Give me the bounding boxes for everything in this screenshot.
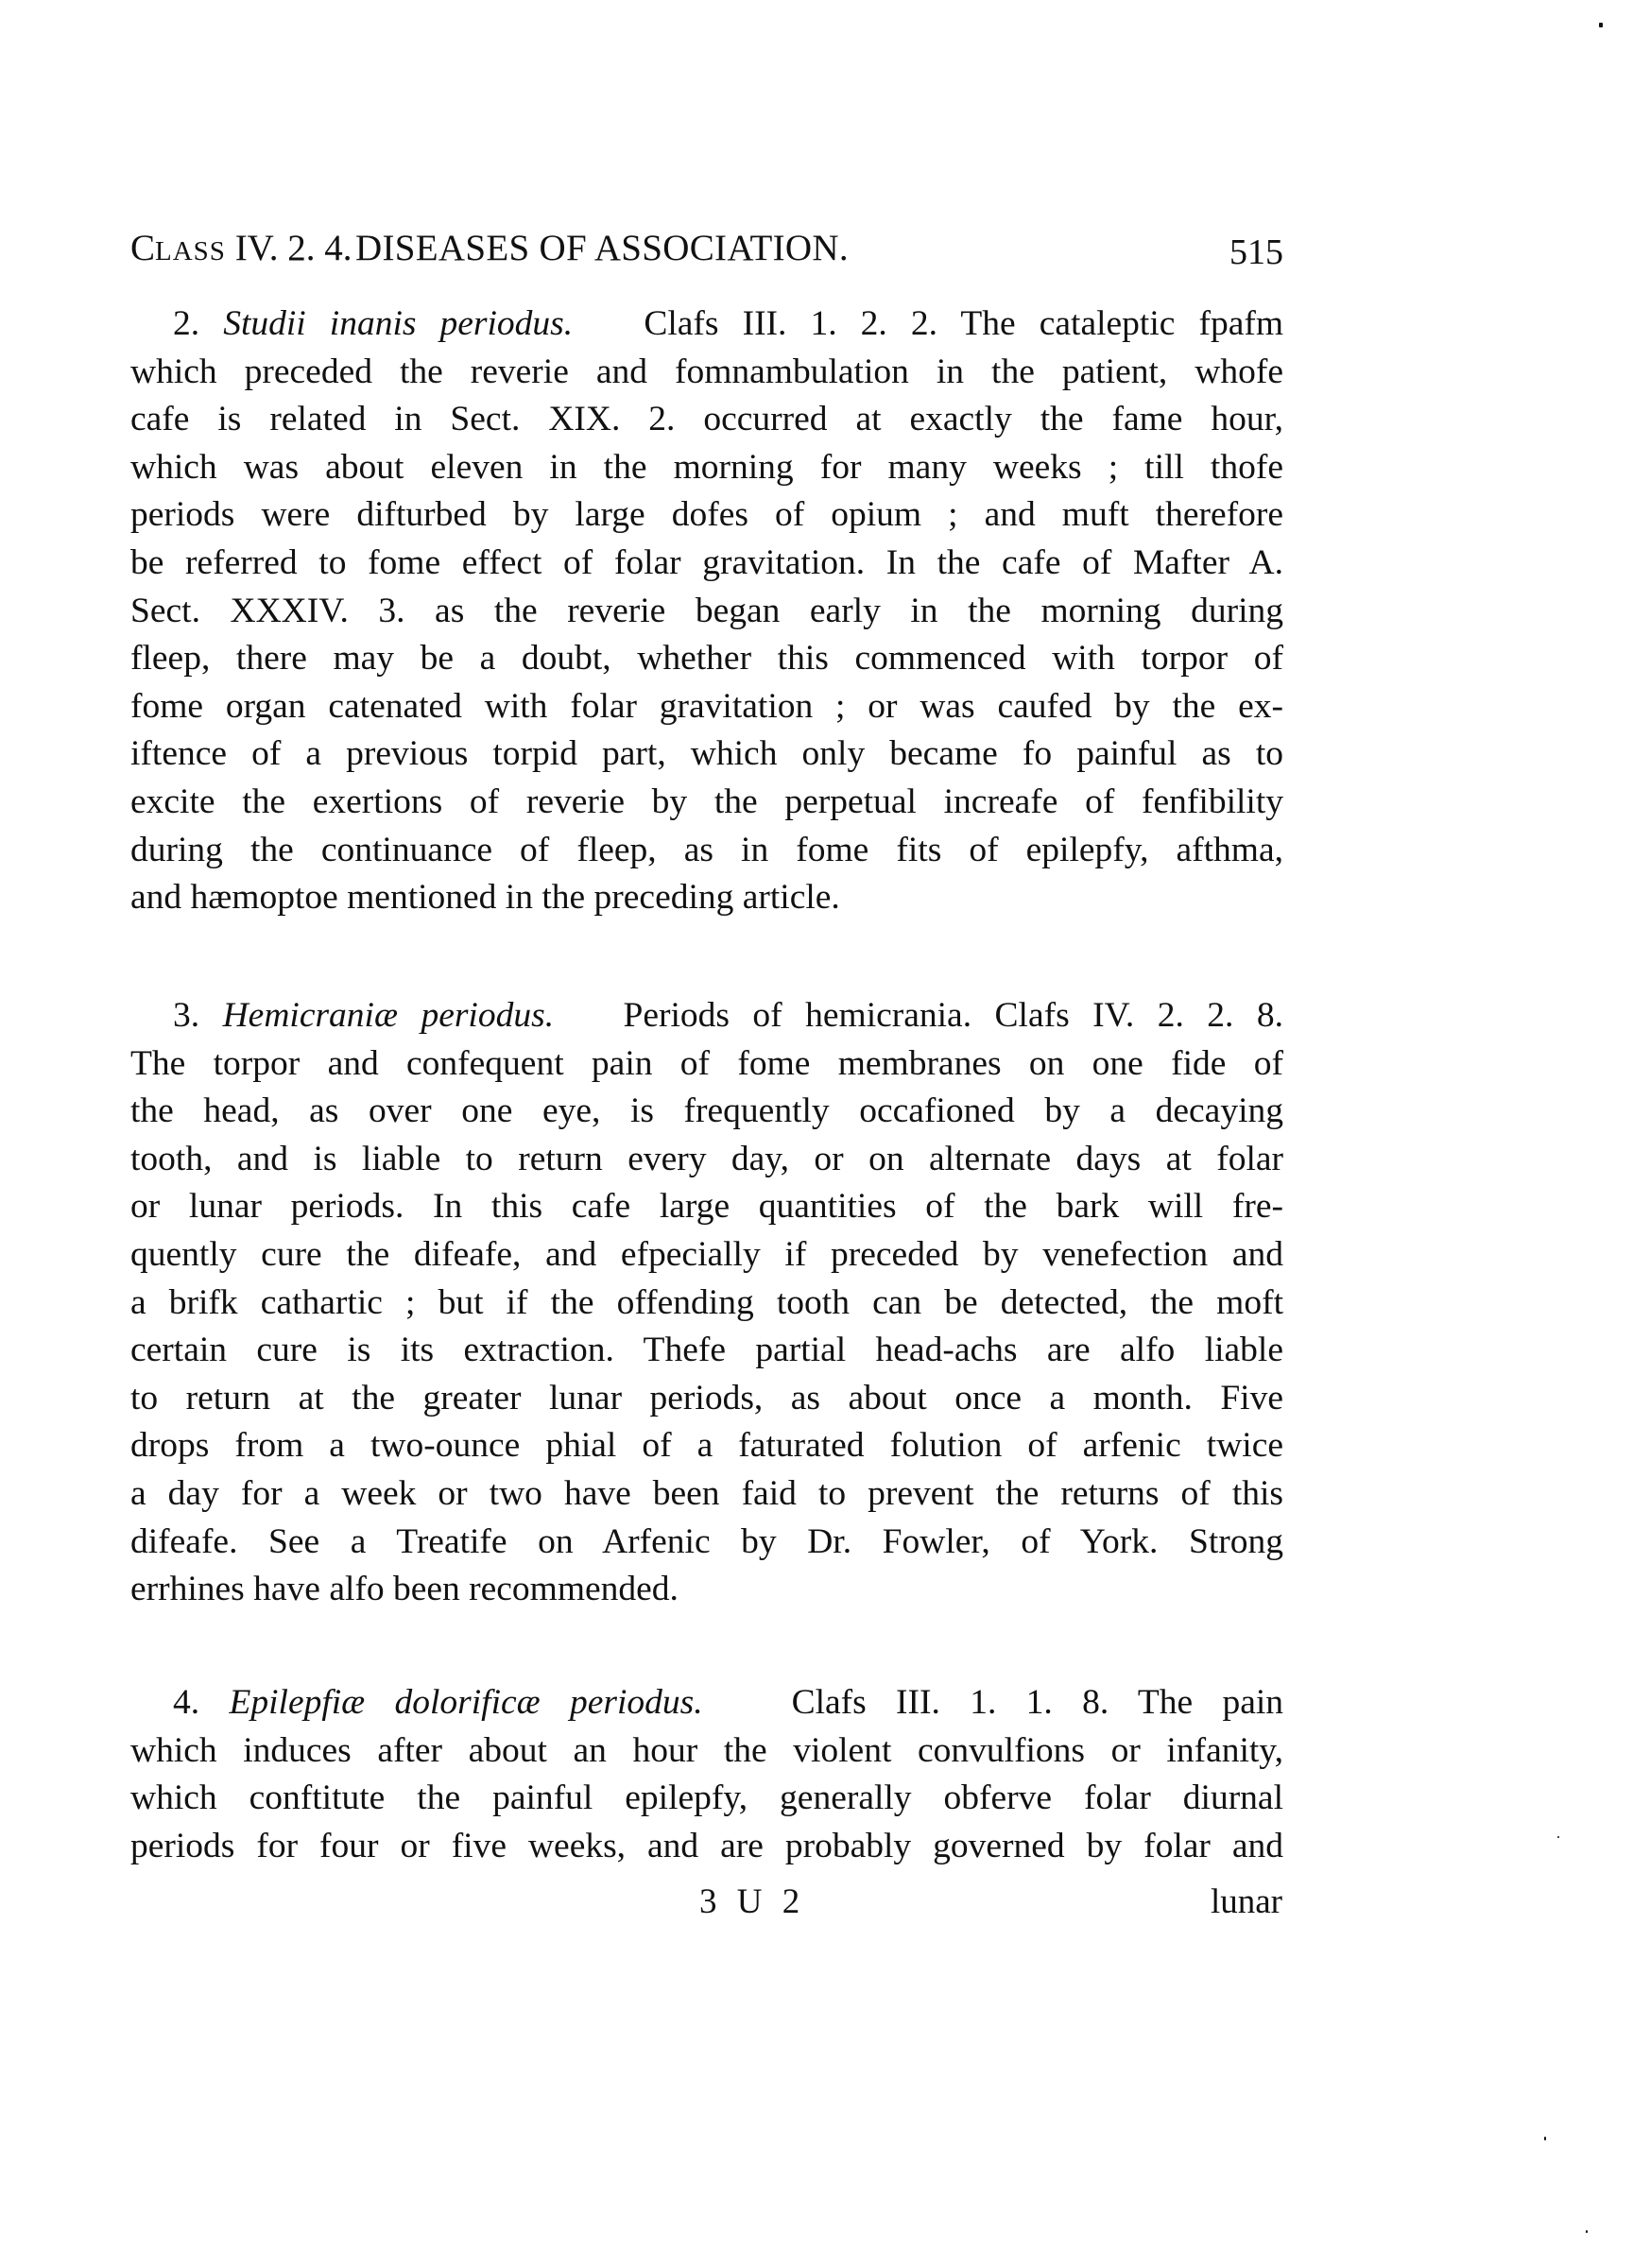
signature-mark: 3 U 2: [699, 1882, 806, 1921]
scan-speck: [1544, 2137, 1546, 2140]
scan-speck: [1599, 23, 1603, 27]
text-line: periods were difturbed by large dofes of opium ; and muft therefore: [130, 495, 1283, 535]
paragraph-number: 2.: [173, 304, 200, 343]
text-line: certain cure is its extraction. Thefe partial head-achs are alfo liable: [130, 1331, 1283, 1370]
scan-speck: [1586, 2230, 1588, 2233]
text-line: excite the exertions of reverie by the perpetual increafe of fenfibility: [130, 782, 1283, 821]
line-text: Clafs III. 1. 2. 2. The cataleptic fpafm: [644, 304, 1284, 343]
text-line: errhines have alfo been recommended.: [130, 1570, 679, 1609]
paragraph-first-line: [130, 1679, 1283, 1727]
paragraph-number: 4.: [173, 1683, 200, 1722]
scan-speck: [1557, 1836, 1559, 1838]
text-line: iftence of a previous torpid part, which only became fo painful as to: [130, 734, 1283, 774]
line-text: Clafs III. 1. 1. 8. The pain: [791, 1683, 1284, 1722]
class-number: IV. 2. 4.: [225, 228, 352, 268]
running-head-class-reference: [130, 225, 352, 275]
text-line: fleep, there may be a doubt, whether this commenced with torpor of: [130, 639, 1283, 679]
page-number: 515: [1229, 232, 1283, 272]
text-line: be referred to fome effect of folar gravitation. In the cafe of Mafter A.: [130, 542, 1283, 582]
text-line: to return at the greater lunar periods, as about once a month. Five: [130, 1378, 1283, 1418]
latin-title: Epilepfiæ dolorificæ periodus.: [229, 1683, 703, 1722]
text-line: the head, as over one eye, is frequently occafioned by a decaying: [130, 1091, 1283, 1131]
text-line: tooth, and is liable to return every day, or on alternate days at folar: [130, 1139, 1283, 1178]
text-line: fome organ catenated with folar gravitation ; or was caufed by the ex-: [130, 686, 1283, 726]
text-line: which induces after about an hour the violent convulfions or infanity,: [130, 1730, 1283, 1770]
line-text: Periods of hemicrania. Clafs IV. 2. 2. 8.: [623, 996, 1284, 1035]
paragraph-hemicraniae-periodus: [130, 992, 1283, 1614]
text-line: which was about eleven in the morning for many weeks ; till thofe: [130, 447, 1283, 487]
text-line: Sect. XXXIV. 3. as the reverie began early in the morning during: [130, 591, 1283, 630]
text-line: during the continuance of fleep, as in fome fits of epilepfy, afthma,: [130, 830, 1283, 869]
text-line: which preceded the reverie and fomnambulation in the patient, whofe: [130, 352, 1283, 391]
text-line: periods for four or five weeks, and are probably governed by folar and: [130, 1826, 1283, 1865]
text-line: cafe is related in Sect. XIX. 2. occurred at exactly the fame hour,: [130, 400, 1283, 439]
text-line: a brifk cathartic ; but if the offending tooth can be detected, the moft: [130, 1282, 1283, 1322]
text-line: and hæmoptoe mentioned in the preceding article.: [130, 878, 840, 918]
text-line: which conftitute the painful epilepfy, generally obferve folar diurnal: [130, 1778, 1283, 1818]
text-line: drops from a two-ounce phial of a faturated folution of arfenic twice: [130, 1426, 1283, 1466]
latin-title: Studii inanis periodus.: [223, 304, 574, 343]
paragraph-studii-inanis-periodus: [130, 301, 1283, 922]
text-line: The torpor and confequent pain of fome membranes on one fide of: [130, 1043, 1283, 1083]
paragraph-number: 3.: [173, 996, 200, 1035]
latin-title: Hemicraniæ periodus.: [222, 996, 555, 1035]
paragraph-first-line: [130, 992, 1283, 1040]
running-head: [130, 225, 1283, 272]
class-initial: C: [130, 228, 156, 268]
text-line: or lunar periods. In this cafe large quantities of the bark will fre-: [130, 1187, 1283, 1227]
catchword: lunar: [1210, 1882, 1282, 1921]
paragraph-first-line: [130, 301, 1283, 349]
text-line: quently cure the difeafe, and efpecially if preceded by venefection and: [130, 1234, 1283, 1274]
paragraph-epilepsiae-dolorificae-periodus: [130, 1679, 1283, 1870]
running-head-title: DISEASES OF ASSOCIATION.: [355, 228, 849, 268]
text-line: a day for a week or two have been faid to prevent the returns of this: [130, 1473, 1283, 1513]
text-line: difeafe. See a Treatife on Arfenic by Dr. Fowler, of York. Strong: [130, 1521, 1283, 1561]
class-small-caps: LASS: [155, 236, 226, 266]
